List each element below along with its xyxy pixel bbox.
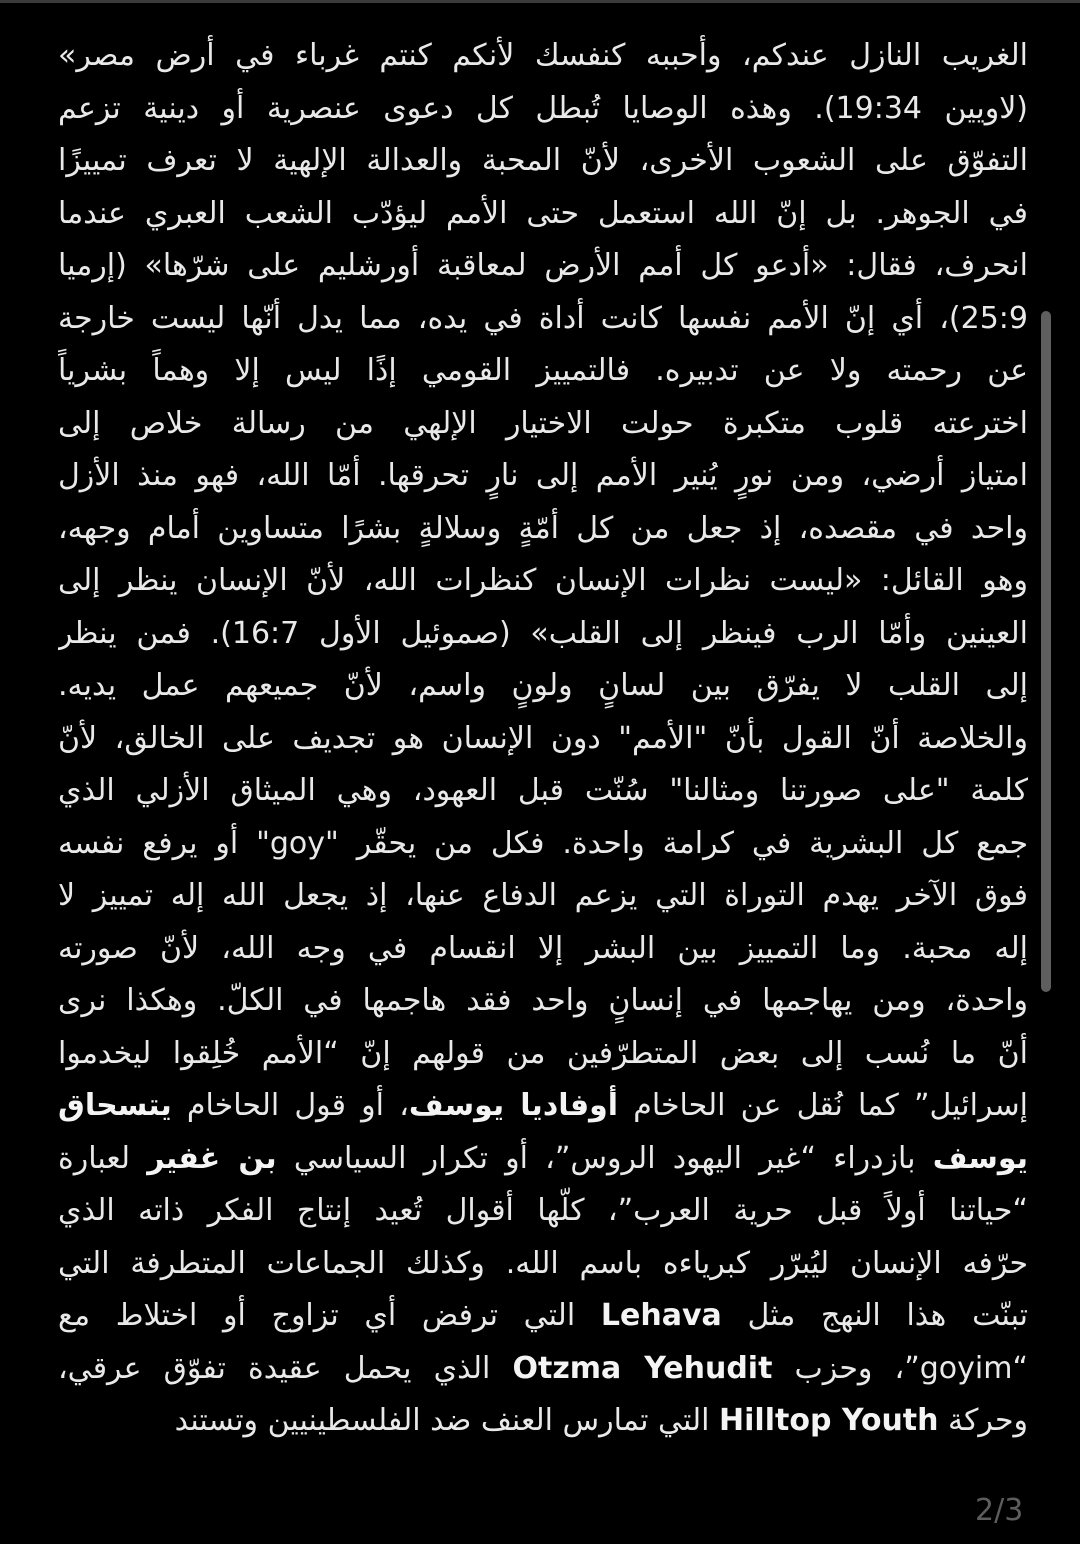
scrollbar-thumb[interactable] [1041, 311, 1051, 992]
text-line: انحرف، فقال: «أدعو كل أمم الأرض لمعاقبة أورشليم على شرّها» (إرميا [58, 248, 1028, 283]
text-run: ، أو قول الحاخام [171, 1088, 409, 1123]
text-run: الذي يحمل عقيدة تفوّق عرقي، [58, 1350, 513, 1386]
text-line: “حياتنا أولاً قبل حرية العرب”، كلّها أقوال تُعيد إنتاج الفكر ذاته الذي [58, 1193, 1028, 1228]
top-divider [0, 0, 1080, 3]
text-line: إله محبة. وما التمييز بين البشر إلا انقسام في وجه الله، لأنّ صورته [58, 930, 1028, 966]
bold-name: Hilltop Youth [719, 1403, 939, 1438]
text-run: وحركة [938, 1403, 1028, 1438]
bold-name: أوفاديا يوسف [408, 1088, 619, 1123]
bold-name: Otzma Yehudit [512, 1350, 773, 1386]
page-indicator: 2/3 [975, 1493, 1024, 1528]
text-line [58, 1290, 1028, 1343]
text-run: بازدراء “غير اليهود الروس”، أو تكرار السياسي [276, 1140, 933, 1176]
bold-name: بن غفير [147, 1140, 277, 1176]
bold-name: Lehava [600, 1298, 722, 1333]
text-line: التفوّق على الشعوب الأخرى، لأنّ المحبة والعدالة الإلهية لا تعرف تمييزًا [58, 143, 1028, 178]
text-line: أنّ ما نُسب إلى بعض المتطرّفين من قولهم إنّ “الأمم خُلِقوا ليخدموا [58, 1035, 1028, 1071]
text-run: التي تمارس العنف ضد الفلسطينيين وتستند [174, 1403, 720, 1438]
text-line: إلى القلب لا يفرّق بين لسانٍ ولونٍ واسم، لأنّ جميعهم عمل يديه. [58, 668, 1028, 703]
bold-name: يوسف [932, 1140, 1028, 1176]
text-line: جمع كل البشرية في كرامة واحدة. فكل من يحقّر "goy" أو يرفع نفسه [58, 825, 1028, 861]
text-line: واحد في مقصده، إذ جعل من كل أمّةٍ وسلالةٍ بشرًا متساوين أمام وجهه، [58, 510, 1028, 546]
text-line [58, 1395, 1028, 1448]
text-line: في الجوهر. بل إنّ الله استعمل حتى الأمم ليؤدّب الشعب العبري عندما [58, 195, 1028, 231]
text-run: لعبارة [58, 1140, 148, 1176]
text-line: (لاويين 19:34). وهذه الوصايا تُبطل كل دعوى عنصرية أو دينية تزعم [58, 90, 1028, 126]
document-body[interactable] [58, 30, 1028, 1448]
text-line: امتياز أرضي، ومن نورٍ يُنير الأمم إلى نارٍ تحرقها. أمّا الله، فهو منذ الأزل [58, 458, 1028, 493]
text-run: “goyim”، وحزب [772, 1350, 1028, 1386]
text-run: التي ترفض أي تزاوج أو اختلاط مع [58, 1298, 601, 1333]
text-line: واحدة، ومن يهاجمها في إنسانٍ واحد فقد هاجمها في الكلّ. وهكذا نرى [58, 983, 1028, 1018]
text-line: عن رحمته ولا عن تدبيره. فالتمييز القومي إذًا ليس إلا وهماً بشرياً [58, 353, 1028, 388]
text-line [58, 1343, 1028, 1396]
text-line: والخلاصة أنّ القول بأنّ "الأمم" دون الإنسان هو تجديف على الخالق، لأنّ [58, 720, 1028, 756]
text-line: الغريب النازل عندكم، وأحببه كنفسك لأنكم كنتم غرباء في أرض مصر» [58, 38, 1028, 73]
text-line: وهو القائل: «ليست نظرات الإنسان كنظرات الله، لأنّ الإنسان ينظر إلى [58, 563, 1028, 598]
text-line: اخترعته قلوب متكبرة حولت الاختيار الإلهي من رسالة خلاص إلى [58, 405, 1028, 441]
text-line [58, 1133, 1028, 1186]
text-line: فوق الآخر يهدم التوراة التي يزعم الدفاع عنها، إذ يجعل الله إله تمييز لا [58, 878, 1028, 913]
text-line: حرّفه الإنسان ليُبرّر كبرياءه باسم الله. وكذلك الجماعات المتطرفة التي [58, 1245, 1028, 1281]
text-line [58, 1080, 1028, 1133]
text-line: العينين وأمّا الرب فينظر إلى القلب» (صموئيل الأول 16:7). فمن ينظر [58, 615, 1028, 651]
bold-name: يتسحاق [58, 1088, 172, 1123]
text-line: 25:9)، أي إنّ الأمم نفسها كانت أداة في يده، مما يدل أنّها ليست خارجة [58, 300, 1028, 336]
text-run: تبنّت هذا النهج مثل [721, 1298, 1028, 1333]
text-run: إسرائيل” كما نُقل عن الحاخام [618, 1088, 1028, 1123]
text-line: كلمة "على صورتنا ومثالنا" سُنّت قبل العهود، وهي الميثاق الأزلي الذي [58, 773, 1028, 808]
